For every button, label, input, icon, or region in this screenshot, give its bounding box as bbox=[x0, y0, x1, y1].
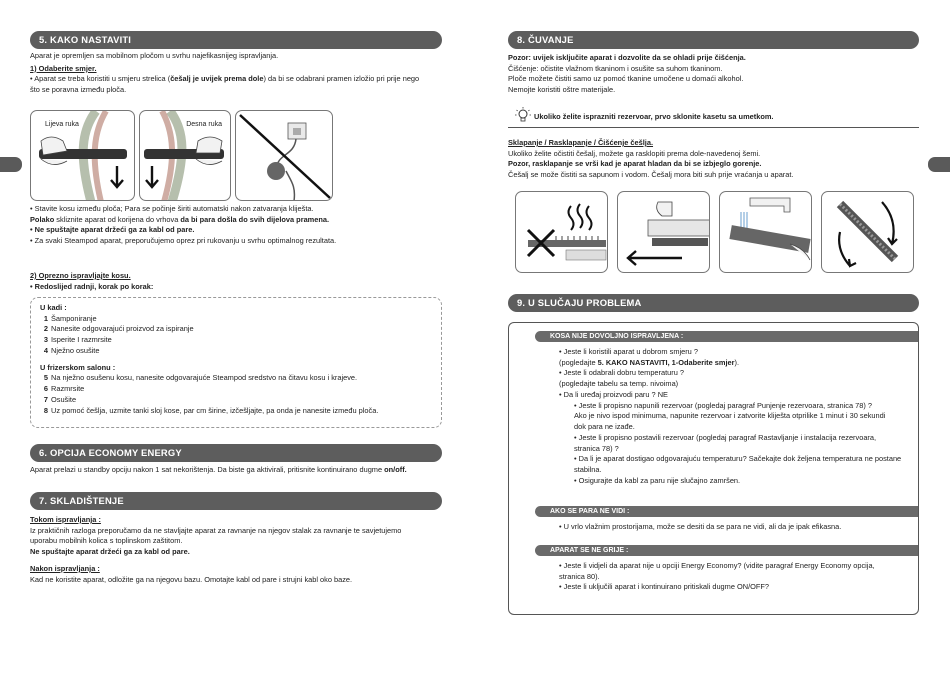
during-text-2: uporabu mobilnih kolica s toplinskom zaštitom. bbox=[30, 536, 183, 546]
home-step: 1 Šamponiranje bbox=[43, 313, 97, 323]
page-edge-tab bbox=[928, 157, 950, 172]
section-5-usage bbox=[30, 204, 336, 247]
section-6-body bbox=[30, 465, 407, 476]
home-step: 2 Nanesite odgovarajući proizvod za ispiranje bbox=[43, 324, 194, 334]
problem-heading-heating: APARAT SE NE GRIJE : bbox=[535, 545, 918, 556]
section-8-body bbox=[508, 53, 746, 96]
home-steps bbox=[40, 303, 378, 416]
section-7-header: 7. SKLADIŠTENJE bbox=[30, 492, 442, 510]
step-2-block bbox=[30, 271, 153, 292]
home-title: U kadi : bbox=[40, 303, 67, 312]
illustration-comb-hot bbox=[515, 191, 608, 273]
problem-line: • Da li uređaj proizvodi paru ? NE bbox=[559, 389, 668, 399]
during-text-1: Iz praktičnih razloga preporučamo da ne stavljajte aparat za ravnanje na njegov stalak za ravnanje te savjetujemo bbox=[30, 525, 402, 535]
problem-line: dok para ne izađe. bbox=[574, 422, 635, 432]
care-line: Ploče možete čistiti samo uz pomoć tkanine umočene u domaći alkohol. bbox=[508, 74, 744, 84]
problem-line: • Jeste li odabrali dobru temperaturu ? bbox=[559, 368, 685, 378]
illustration-comb-remove bbox=[617, 191, 710, 273]
usage-bullet-1: • Stavite kosu između ploča; Para se počinje širiti automatski nakon zatvaranja kliješta. bbox=[30, 204, 314, 213]
lightbulb-icon bbox=[514, 106, 532, 124]
tip-text: Ukoliko želite isprazniti rezervoar, prvo sklonite kasetu sa umetkom. bbox=[534, 112, 774, 121]
problem-line: stranica 78) ? bbox=[574, 443, 619, 453]
problem-list-straightening bbox=[559, 347, 901, 487]
problem-line: • Jeste li vidjeli da aparat nije u opciji Energy Economy? (vidite paragraf Energy Economy opcija, bbox=[559, 561, 875, 570]
illustration-comb-insert bbox=[821, 191, 914, 273]
home-step: 4 Nježno osušite bbox=[43, 345, 100, 355]
problem-heading-straightening: KOSA NIJE DOVOLJNO ISPRAVLJENA : bbox=[535, 331, 918, 342]
problem-line: • U vrlo vlažnim prostorijama, može se desiti da se para ne vidi, ali da je ipak efikasna. bbox=[559, 522, 842, 531]
step-1-line-1: • Aparat se treba koristiti u smjeru strelica (češalj je uvijek prema dole) da bi se odabrani pramen izložio pri prije nego bbox=[30, 74, 420, 84]
problems-box bbox=[508, 322, 919, 615]
usage-bullet-3: • Ne spuštajte aparat držeći ga za kabl od pare. bbox=[30, 225, 195, 235]
comb-line: Češalj se može čistiti sa sapunom i vodom. Češalj mora biti suh prije vraćanja u aparat. bbox=[508, 170, 794, 180]
comb-heading: Sklapanje / Rasklapanje / Čišćenje češlja. bbox=[508, 138, 654, 147]
problem-line: • Jeste li propisno napunili rezervoar (pogledaj paragraf Punjenje rezervoara, stranica 78) ? bbox=[574, 400, 872, 410]
economy-text: Aparat prelazi u standby opciju nakon 1 sat nekorištenja. Da biste ga aktivirali, pritisnite kontinuirano dugme on/off. bbox=[30, 465, 407, 474]
comb-section bbox=[508, 138, 794, 181]
comb-warning: Pozor, rasklapanje se vrši kad je aparat hladan da bi se izbjeglo gorenje. bbox=[508, 159, 762, 169]
during-warning: Ne spuštajte aparat držeći ga za kabl od pare. bbox=[30, 547, 190, 557]
usage-bullet-2: Polako skliznite aparat od korijena do vrhova da bi para došla do svih dijelova pramena. bbox=[30, 214, 330, 224]
problem-list-steam bbox=[559, 522, 841, 533]
illustration-right-hand bbox=[139, 110, 231, 201]
section-7-body bbox=[30, 515, 401, 585]
caption-right-hand: Desna ruka bbox=[186, 121, 222, 128]
salon-step: 5 Na nježno osušenu kosu, nanesite odgovarajuće Steampod sredstvo na čitavu kosu i krajeve. bbox=[43, 373, 358, 383]
salon-step: 6 Razmrsite bbox=[43, 384, 85, 394]
after-text: Kad ne koristite aparat, odložite ga na njegovu bazu. Omotajte kabl od pare i strujni kabl oko baze. bbox=[30, 574, 353, 584]
illustration-left-hand bbox=[30, 110, 135, 201]
problem-line: Ako je nivo ispod minimuma, napunite rezervoar i zatvorite kliješta otprilike 1 minut i 30 sekundi bbox=[574, 411, 886, 421]
after-heading: Nakon ispravljanja : bbox=[30, 563, 100, 573]
illustration-comb-wash bbox=[719, 191, 812, 273]
step-2-heading: 2) Oprezno ispravljajte kosu. bbox=[30, 271, 131, 280]
intro-text: Aparat je opremljen sa mobilnom pločom u svrhu najefikasnijeg ispravljanja. bbox=[30, 51, 279, 60]
problem-line: (pogledajte tabelu sa temp. nivoima) bbox=[559, 379, 679, 389]
right-page bbox=[475, 0, 950, 673]
step-1-line-2: što se poravna između ploča. bbox=[30, 85, 127, 95]
problem-list-heating bbox=[559, 561, 875, 593]
during-heading: Tokom ispravljanja : bbox=[30, 515, 101, 524]
page-edge-tab bbox=[0, 157, 22, 172]
problem-line: (pogledajte 5. KAKO NASTAVITI, 1-Odaberite smjer). bbox=[559, 357, 740, 367]
problem-line: • Osigurajte da kabl za paru nije slučajno zamršen. bbox=[574, 475, 741, 485]
steps-box bbox=[30, 297, 442, 428]
problem-line: • Jeste li propisno postavili rezervoar (pogledaj paragraf Rastavljanje i instalacija rezervoara, bbox=[574, 432, 877, 442]
salon-step: 8 Uz pomoć češlja, uzmite tanki sloj kose, par cm širine, izčešljajte, pa onda je nanesite između ploča. bbox=[43, 405, 379, 415]
problem-line: • Da li je aparat dostigao odgovarajuću temperaturu? Sačekajte dok željena temperatura ne postane bbox=[574, 454, 902, 464]
tip-row bbox=[508, 104, 919, 128]
step-1-heading: 1) Odaberite smjer. bbox=[30, 63, 97, 73]
problem-line: stranica 80). bbox=[559, 571, 600, 581]
problem-line: • Jeste li koristili aparat u dobrom smjeru ? bbox=[559, 347, 698, 356]
section-9-header: 9. U SLUČAJU PROBLEMA bbox=[508, 294, 919, 312]
care-line: Nemojte koristiti oštre materijale. bbox=[508, 85, 616, 95]
home-step: 3 Isperite I razmrsite bbox=[43, 335, 112, 345]
salon-title: U frizerskom salonu : bbox=[40, 362, 116, 372]
order-text: • Redoslijed radnji, korak po korak: bbox=[30, 281, 154, 291]
care-warning: Pozor: uvijek isključite aparat i dozvolite da se ohladi prije čišćenja. bbox=[508, 53, 746, 62]
problem-heading-steam: AKO SE PARA NE VIDI : bbox=[535, 506, 918, 517]
illustration-no-cable-hang bbox=[235, 110, 333, 201]
salon-step: 7 Osušite bbox=[43, 394, 77, 404]
comb-line: Ukoliko želite očistiti češalj, možete ga rasklopiti prema dole-navedenoj šemi. bbox=[508, 148, 761, 158]
section-8-header: 8. ČUVANJE bbox=[508, 31, 919, 49]
caption-left-hand: Lijeva ruka bbox=[45, 121, 79, 128]
care-line: Čišćenje: očistite vlažnom tkaninom i osušite sa suhom tkaninom. bbox=[508, 63, 723, 73]
usage-bullet-4: • Za svaki Steampod aparat, preporučujemo oprez pri rukovanju u svrhu optimalnog rezultata. bbox=[30, 236, 337, 246]
problem-line: stabilna. bbox=[574, 465, 602, 475]
section-5-intro bbox=[30, 51, 419, 96]
section-6-header: 6. OPCIJA ECONOMY ENERGY bbox=[30, 444, 442, 462]
problem-line: • Jeste li uključili aparat i kontinuirano pritiskali dugme ON/OFF? bbox=[559, 582, 770, 592]
section-5-header: 5. KAKO NASTAVITI bbox=[30, 31, 442, 49]
